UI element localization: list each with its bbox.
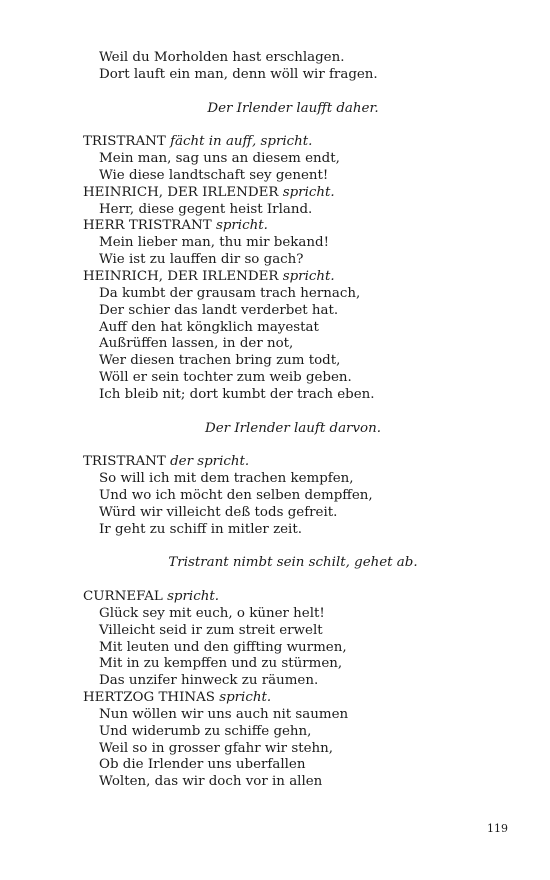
verse-line: Weil du Morholden hast erschlagen. xyxy=(99,50,345,65)
verse-line: Herr, diese gegent heist Irland. xyxy=(99,201,313,217)
verse-line: Nun wöllen wir uns auch nit saumen xyxy=(99,706,349,722)
verse-line: So will ich mit dem trachen kempfen, xyxy=(99,471,354,487)
verse-line: Ob die Irlender uns uberfallen xyxy=(99,757,306,773)
blank-line xyxy=(83,538,503,555)
verse-line: Wie diese landtschaft sey genent! xyxy=(99,167,329,183)
blank-line xyxy=(83,572,503,589)
speaker-name: HEINRICH, DER IRLENDER xyxy=(83,268,279,284)
play-text xyxy=(83,50,503,791)
speaker-heading xyxy=(83,134,503,151)
verse-line: Würd wir villeicht deß tods gefreit. xyxy=(99,504,338,520)
speaker-heading xyxy=(83,690,503,707)
speaker-heading xyxy=(83,269,503,286)
speaker-heading xyxy=(83,589,503,606)
speaker-note: fächt in auff, spricht. xyxy=(170,134,313,150)
speaker-note: spricht. xyxy=(282,184,335,200)
speaker-note: spricht. xyxy=(219,690,272,706)
verse-line: Mein man, sag uns an diesem endt, xyxy=(99,151,340,167)
verse-line: Mit leuten und den giffting wurmen, xyxy=(99,639,347,655)
speaker-name: HEINRICH, DER IRLENDER xyxy=(83,184,279,200)
verse-line: Wer diesen trachen bring zum todt, xyxy=(99,353,341,369)
verse-line: Mein lieber man, thu mir bekand! xyxy=(99,235,329,251)
verse-line: Das unzifer hinweck zu räumen. xyxy=(99,673,319,689)
verse-line: Wie ist zu lauffen dir so gach? xyxy=(99,252,304,268)
verse-line: Und widerumb zu schiffe gehn, xyxy=(99,723,312,739)
page-number: 119 xyxy=(487,822,508,835)
speaker-note: spricht. xyxy=(215,218,268,234)
verse-line: Villeicht seid ir zum streit erwelt xyxy=(99,622,323,638)
speaker-heading xyxy=(83,218,503,235)
verse-line: Und wo ich möcht den selben dempffen, xyxy=(99,487,373,503)
verse-line: Glück sey mit euch, o küner helt! xyxy=(99,605,325,621)
speaker-note: spricht. xyxy=(167,589,219,604)
blank-line xyxy=(83,117,503,134)
verse-line: Dort lauft ein man, denn wöll wir fragen. xyxy=(99,66,378,82)
stage-direction: Tristrant nimbt sein schilt, gehet ab. xyxy=(168,555,418,571)
verse-line: Da kumbt der grausam trach hernach, xyxy=(99,285,361,301)
speaker-note: der spricht. xyxy=(170,454,250,470)
blank-line xyxy=(83,84,503,101)
speaker-heading xyxy=(83,185,503,202)
verse-line: Der schier das landt verderbet hat. xyxy=(99,302,339,318)
verse-line: Mit in zu kempffen und zu stürmen, xyxy=(99,656,343,672)
stage-direction: Der Irlender laufft daher. xyxy=(207,100,379,116)
verse-line: Weil so in grosser gfahr wir stehn, xyxy=(99,740,334,756)
verse-line: Außrüffen lassen, in der not, xyxy=(99,336,294,352)
speaker-note: spricht. xyxy=(282,268,335,284)
speaker-name: CURNEFAL xyxy=(83,589,163,604)
verse-line: Wöll er sein tochter zum weib geben. xyxy=(99,370,352,386)
speaker-name: HERR TRISTRANT xyxy=(83,218,212,234)
speaker-name: TRISTRANT xyxy=(83,454,166,470)
speaker-heading xyxy=(83,454,503,471)
stage-direction: Der Irlender lauft darvon. xyxy=(205,420,381,436)
speaker-name: HERTZOG THINAS xyxy=(83,690,215,706)
verse-line: Auff den hat köngklich mayestat xyxy=(99,319,319,335)
verse-line: Ich bleib nit; dort kumbt der trach eben. xyxy=(99,386,375,402)
speaker-name: TRISTRANT xyxy=(83,134,166,150)
blank-line xyxy=(83,437,503,454)
verse-line: Ir geht zu schiff in mitler zeit. xyxy=(99,521,302,537)
verse-line: Wolten, das wir doch vor in allen xyxy=(99,774,323,790)
blank-line xyxy=(83,404,503,421)
